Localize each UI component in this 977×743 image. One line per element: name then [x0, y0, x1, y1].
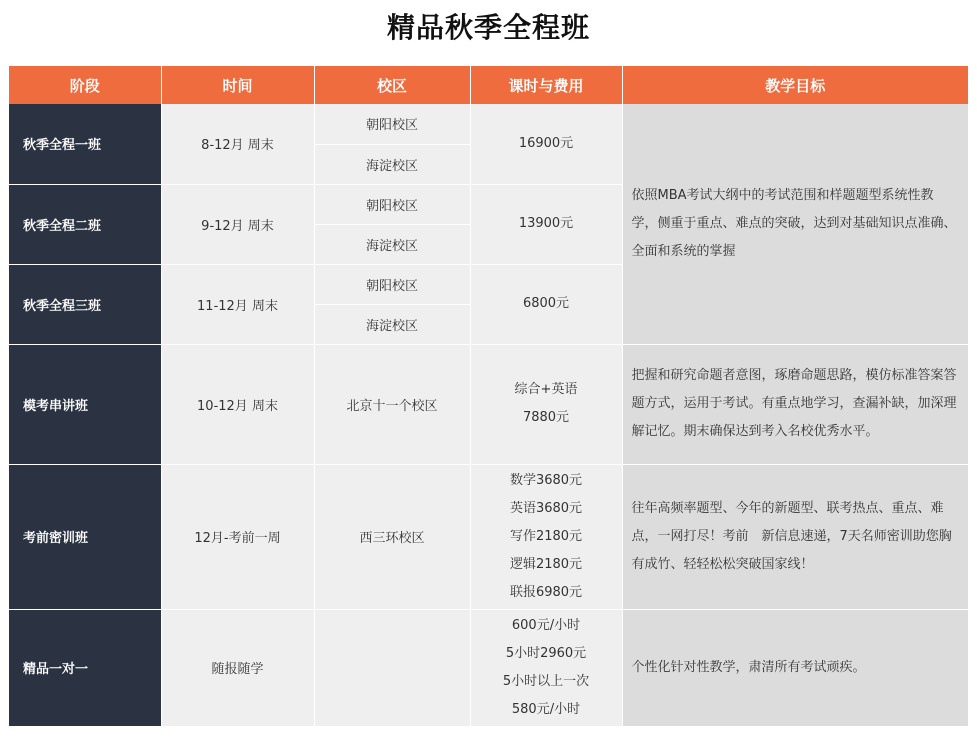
goal-cell: 把握和研究命题者意图，琢磨命题思路，模仿标准答案答题方式，运用于考试。有重点地学习，查漏补缺，加深理解记忆。期末确保达到考入名校优秀水平。: [622, 344, 968, 464]
time-cell: 12月-考前一周: [161, 464, 314, 609]
table-row: [9, 344, 968, 464]
fee-line: 综合+英语: [514, 382, 578, 397]
fee-line: 5小时以上一次: [502, 673, 590, 689]
campus-cell: 朝阳校区: [314, 104, 470, 144]
fee-cell: 16900元: [470, 104, 622, 184]
fee-line: 写作2180元: [509, 528, 583, 544]
header-goal: 教学目标: [622, 66, 968, 104]
time-cell: 9-12月 周末: [161, 184, 314, 264]
fee-line: 逻辑2180元: [509, 556, 583, 572]
campus-cell: 朝阳校区: [314, 184, 470, 224]
table-row: [9, 104, 968, 144]
stage-cell: 秋季全程三班: [9, 264, 161, 344]
goal-cell: 个性化针对性教学，肃清所有考试顽疾。: [622, 609, 968, 726]
page-title: 精品秋季全程班: [386, 11, 590, 44]
fee-cell: [470, 609, 622, 726]
fee-line: 580元/小时: [511, 701, 581, 717]
time-cell: 10-12月 周末: [161, 344, 314, 464]
campus-cell: [314, 609, 470, 726]
fee-cell: [470, 464, 622, 609]
goal-cell: 往年高频率题型、今年的新题型、联考热点、重点、难点，一网打尽！考前 新信息速递，7天名师密训助您胸有成竹、轻轻松松突破国家线！: [622, 464, 968, 609]
header-time: 时间: [161, 66, 314, 104]
header-stage: 阶段: [9, 66, 161, 104]
time-cell: 随报随学: [161, 609, 314, 726]
stage-cell: 模考串讲班: [9, 344, 161, 464]
goal-cell: 依照MBA考试大纲中的考试范围和样题题型系统性教学，侧重于重点、难点的突破，达到对基础知识点准确、全面和系统的掌握: [622, 104, 968, 344]
table-row: [9, 609, 968, 726]
header-campus: 校区: [314, 66, 470, 104]
campus-cell: 西三环校区: [314, 464, 470, 609]
stage-cell: 秋季全程一班: [9, 104, 161, 184]
stage-cell: 考前密训班: [9, 464, 161, 609]
header-fee: 课时与费用: [470, 66, 622, 104]
fee-cell: [470, 344, 622, 464]
time-cell: 11-12月 周末: [161, 264, 314, 344]
fee-line: 联报6980元: [509, 584, 583, 600]
fee-line: 5小时2960元: [505, 645, 587, 661]
table-header-row: [9, 66, 968, 104]
campus-cell: 朝阳校区: [314, 264, 470, 304]
fee-line: 7880元: [522, 410, 570, 425]
campus-cell: 海淀校区: [314, 144, 470, 184]
fee-cell: 13900元: [470, 184, 622, 264]
fee-line: 数学3680元: [509, 472, 583, 488]
course-table: [9, 66, 969, 727]
fee-line: 600元/小时: [511, 617, 581, 633]
fee-cell: 6800元: [470, 264, 622, 344]
table-row: [9, 464, 968, 609]
fee-line: 英语3680元: [509, 500, 583, 516]
campus-cell: 北京十一个校区: [314, 344, 470, 464]
stage-cell: 秋季全程二班: [9, 184, 161, 264]
stage-cell: 精品一对一: [9, 609, 161, 726]
campus-cell: 海淀校区: [314, 224, 470, 264]
time-cell: 8-12月 周末: [161, 104, 314, 184]
campus-cell: 海淀校区: [314, 304, 470, 344]
